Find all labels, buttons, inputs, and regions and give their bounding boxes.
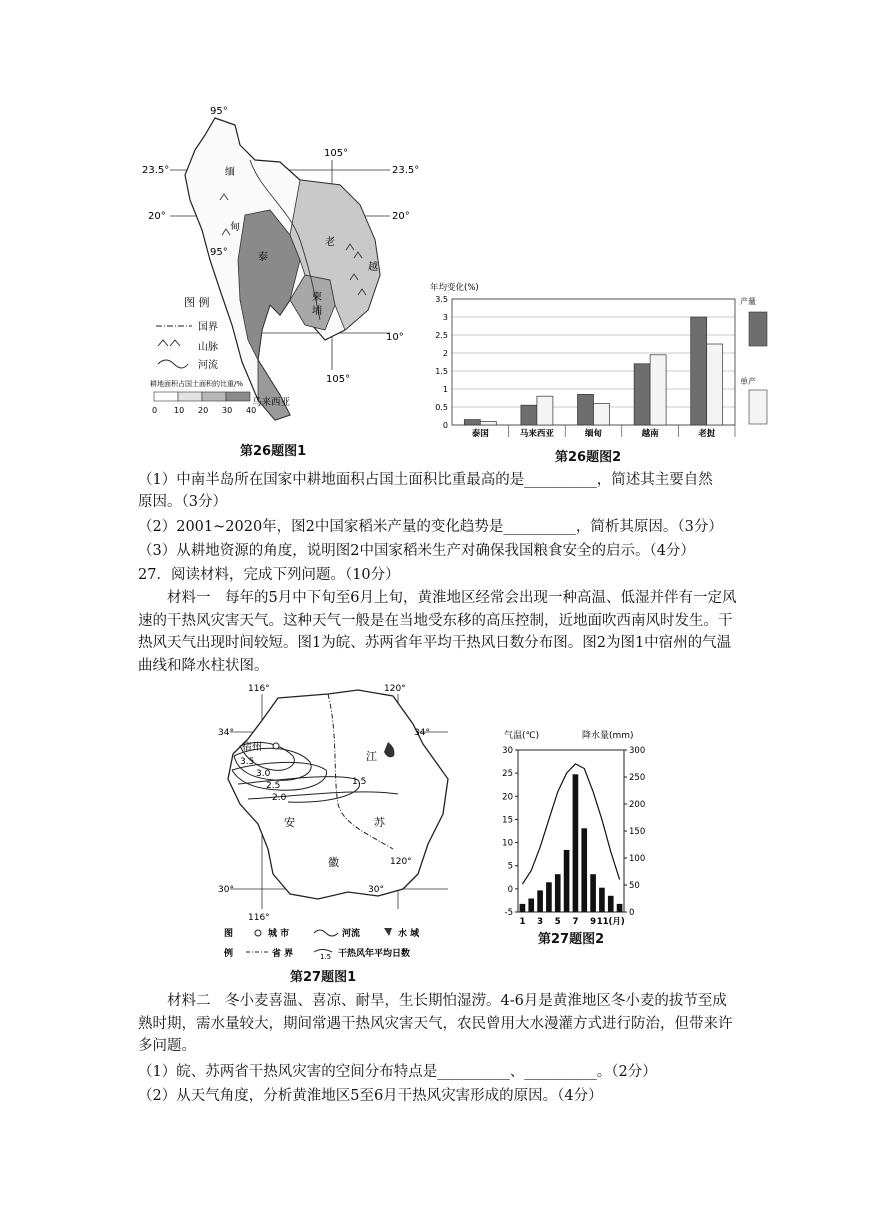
lat-label-20-right: 20° xyxy=(392,211,410,222)
y-tick-label: 3 xyxy=(442,313,448,322)
bar-yield xyxy=(578,394,594,425)
ratio-tick-20: 20 xyxy=(198,406,209,415)
plot-frame xyxy=(518,750,624,912)
lon-116-top: 116° xyxy=(248,684,270,694)
q27-title: 27．阅读材料，完成下列问题。（10分） xyxy=(138,567,400,583)
temp-tick-label: -5 xyxy=(504,908,513,918)
month-tick-label: 9 xyxy=(590,917,597,927)
lat-label-23-5: 23.5° xyxy=(142,165,170,176)
legend-river: 河流 xyxy=(198,360,218,371)
y-tick-label: 0.5 xyxy=(435,403,448,412)
bar-unit-yield xyxy=(594,403,610,425)
temperature-curve xyxy=(522,764,619,884)
legend-yield: 产量 xyxy=(740,297,756,306)
country-label-mian: 缅 xyxy=(225,167,235,178)
q27-material1: 材料一 每年的5月中下旬至6月上旬，黄淮地区经常会出现一种高温、低湿并伴有一定风速的干热风灾害天气。这种天气一般是在当地受东移的高压控制，近地面吹西南风时发生。干热风天气出现时间较短。图1为皖、苏两省年平均干热风日数分布图。图2为图1中宿州的气温曲线和降水柱状图。 xyxy=(138,590,737,674)
precip-tick-label: 300 xyxy=(629,746,646,756)
lat-label-23-5-right: 23.5° xyxy=(392,165,420,176)
country-label-yue: 越 xyxy=(368,262,378,273)
precip-tick-label: 0 xyxy=(629,908,635,918)
precip-tick-label: 200 xyxy=(629,800,646,810)
legend-swatch-yield xyxy=(749,312,767,346)
fig26-2 xyxy=(420,282,770,457)
country-label-tai: 泰 xyxy=(258,252,268,263)
x-tick-label: 越南 xyxy=(641,429,659,439)
region-an: 安 xyxy=(284,816,295,829)
temp-tick-label: 20 xyxy=(502,792,513,803)
x-tick-label: 缅甸 xyxy=(584,429,603,439)
country-label-malaysia: 马来西亚 xyxy=(252,397,291,408)
country-label-jian: 柬 xyxy=(312,292,322,303)
fig26-2-ylabel: 年均变化(%) xyxy=(430,283,479,293)
lon-120-bottom: 120° xyxy=(390,857,412,867)
y-tick-label: 1.5 xyxy=(435,367,448,376)
region-jiang: 江 xyxy=(366,750,377,763)
fig27-1-caption: 第27题图1 xyxy=(290,970,357,985)
precip-bar xyxy=(555,874,561,912)
lon-label-95-top: 95° xyxy=(210,106,228,117)
fig26-2-chart xyxy=(420,282,770,457)
lon-116-bottom: 116° xyxy=(248,913,270,923)
q26-2: （2）2001~2020年，图2中国家稻米产量的变化趋势是__________，简析其原因。（3分） xyxy=(138,519,723,535)
temp-tick-label: 10 xyxy=(502,838,513,849)
legend27-river: 河流 xyxy=(342,929,361,939)
ratio-tick-10: 10 xyxy=(174,406,185,415)
legend-border: 国界 xyxy=(198,322,218,333)
q27-2: （2）从天气角度，分析黄淮地区5至6月干热风灾害形成的原因。（4分） xyxy=(138,1088,603,1104)
precip-tick-label: 50 xyxy=(629,881,640,891)
precip-tick-label: 100 xyxy=(629,854,646,864)
bar-unit-yield xyxy=(650,355,666,425)
q26-1: （1）中南半岛所在国家中耕地面积占国土面积比重最高的是__________，简述其主要自然 xyxy=(138,472,713,488)
isoline-2-5: 2.5 xyxy=(266,781,281,791)
lat-30-left: 30° xyxy=(218,885,234,895)
legend27-border: 省 界 xyxy=(272,949,294,959)
legend27-days: 干热风年平均日数 xyxy=(338,949,411,959)
bar-unit-yield xyxy=(707,344,723,425)
lat-label-10: 10° xyxy=(386,332,404,343)
fig26-1 xyxy=(140,100,420,460)
fig27-2 xyxy=(496,728,666,948)
y-tick-label: 1 xyxy=(442,385,448,394)
ratio-title: 耕地面积占国土面积的比重/% xyxy=(150,380,244,388)
lat-30-right: 30° xyxy=(368,885,384,895)
lon-label-105-bottom: 105° xyxy=(326,374,351,385)
bar-unit-yield xyxy=(537,396,553,425)
q26-1b: 原因。（3分） xyxy=(138,494,227,510)
bar-yield xyxy=(521,405,537,425)
month-tick-label: 11(月) xyxy=(596,917,625,927)
month-tick-label: 3 xyxy=(537,917,544,927)
bar-yield xyxy=(634,364,650,425)
isoline-3-5: 3.5 xyxy=(240,757,255,767)
fig26-2-caption: 第26题图2 xyxy=(555,450,622,465)
lon-120-top: 120° xyxy=(384,684,406,694)
lat-34-left: 34° xyxy=(218,728,234,738)
country-label-dian: 甸 xyxy=(230,222,240,233)
temp-tick-label: 25 xyxy=(502,769,513,780)
temp-tick-label: 5 xyxy=(507,861,513,872)
lon-label-95-bottom: 95° xyxy=(210,247,228,258)
ratio-tick-30: 30 xyxy=(222,406,233,415)
temp-tick-label: 15 xyxy=(502,815,513,826)
month-tick-label: 7 xyxy=(572,917,579,927)
legend27-tu: 图 xyxy=(224,929,234,939)
precip-bar xyxy=(599,888,605,912)
precip-bar xyxy=(537,890,543,912)
country-label-pu: 埔 xyxy=(312,306,322,317)
precip-bar xyxy=(608,896,614,912)
precip-bar xyxy=(528,899,534,913)
city-suzhou: 宿州 xyxy=(242,742,262,753)
legend27-sample: 1.5 xyxy=(320,953,332,961)
legend-unit-yield: 单产 xyxy=(740,377,756,386)
temp-tick-label: 30 xyxy=(502,746,513,756)
legend27-li: 例 xyxy=(224,949,234,959)
precip-bar xyxy=(546,882,552,912)
legend-title: 图 例 xyxy=(184,296,210,309)
q26-3: （3）从耕地资源的角度，说明图2中国家稻米生产对确保我国粮食安全的启示。（4分） xyxy=(138,543,695,559)
fig27-2-temp-title: 气温(℃) xyxy=(504,731,540,741)
fig27-2-chart xyxy=(496,728,666,948)
fig27-1 xyxy=(218,684,458,984)
fig27-2-caption: 第27题图2 xyxy=(538,932,605,947)
isoline-3-0: 3.0 xyxy=(256,769,271,779)
bar-unit-yield xyxy=(480,421,496,425)
region-hui: 徽 xyxy=(328,856,339,869)
legend-swatch-unit-yield xyxy=(749,390,767,424)
ratio-tick-0: 0 xyxy=(152,406,158,415)
y-tick-label: 3.5 xyxy=(435,295,448,304)
region-su: 苏 xyxy=(374,816,385,829)
country-label-lao: 老 xyxy=(325,237,335,248)
precip-tick-label: 250 xyxy=(629,773,646,783)
temp-tick-label: 0 xyxy=(507,884,513,895)
x-tick-label: 泰国 xyxy=(471,429,489,439)
q27-material2: 材料二 冬小麦喜温、喜凉、耐旱，生长期怕湿涝。4-6月是黄淮地区冬小麦的拔节至成熟时期，需水量较大，期间常遇干热风灾害天气，农民曾用大水漫灌方式进行防治，但带来许多问题。 xyxy=(138,993,733,1054)
lat-label-20: 20° xyxy=(148,211,166,222)
bar-yield xyxy=(464,420,480,425)
precip-bar xyxy=(573,774,579,912)
precip-bar xyxy=(590,874,596,912)
isoline-2-0: 2.0 xyxy=(272,793,287,803)
x-tick-label: 老挝 xyxy=(698,429,716,439)
precip-bar xyxy=(564,850,570,912)
fig27-2-precip-title: 降水量(mm) xyxy=(582,731,634,741)
lat-34-right: 34° xyxy=(414,728,430,738)
ratio-tick-40: 40 xyxy=(246,406,257,415)
bar-yield xyxy=(691,317,707,425)
y-tick-label: 2.5 xyxy=(435,331,448,340)
precip-tick-label: 150 xyxy=(629,827,646,837)
fig26-1-caption: 第26题图1 xyxy=(240,444,307,459)
legend27-city: 城 市 xyxy=(268,929,290,939)
month-tick-label: 1 xyxy=(519,917,526,927)
precip-bar xyxy=(581,828,587,912)
precip-bar xyxy=(520,904,526,912)
x-tick-label: 马来西亚 xyxy=(519,429,554,439)
y-tick-label: 0 xyxy=(442,421,448,430)
y-tick-label: 2 xyxy=(442,349,448,358)
isoline-1-5: 1.5 xyxy=(352,777,367,787)
legend27-water: 水 域 xyxy=(398,929,420,939)
month-tick-label: 5 xyxy=(554,917,561,927)
lon-label-105-top: 105° xyxy=(324,148,349,159)
q27-1: （1）皖、苏两省干热风灾害的空间分布特点是__________、__________。（2分） xyxy=(138,1064,657,1080)
precip-bar xyxy=(617,904,623,912)
legend-mountain: 山脉 xyxy=(198,342,218,353)
